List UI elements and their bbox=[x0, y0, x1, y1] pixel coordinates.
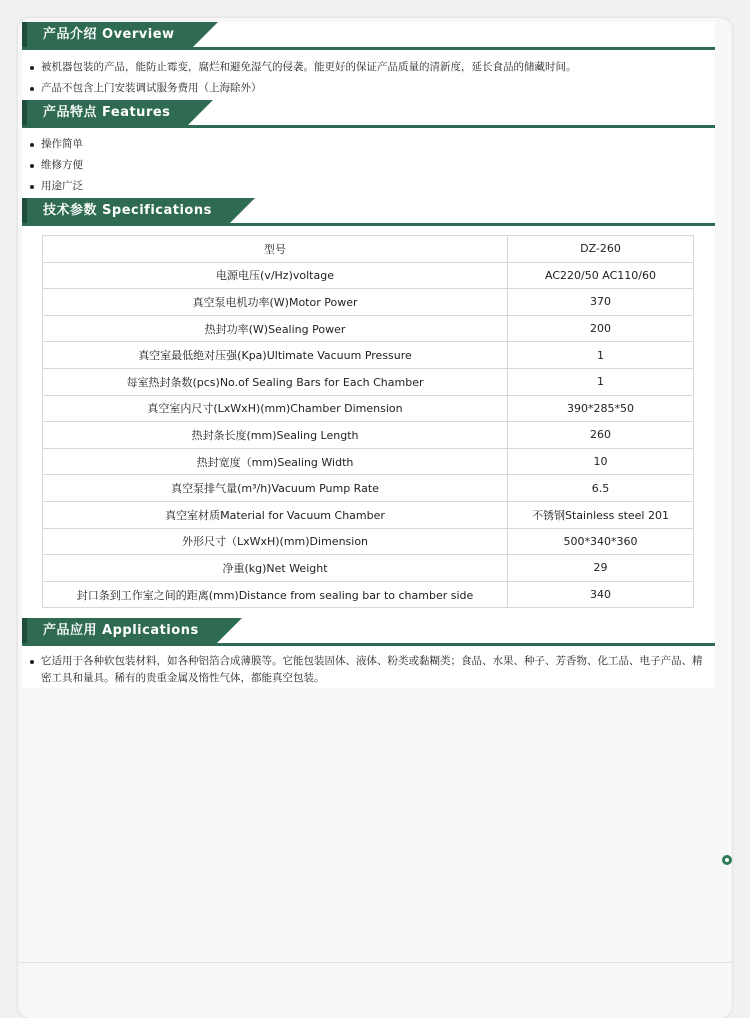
applications-section-header bbox=[22, 618, 715, 646]
feature-item: 用途广泛 bbox=[22, 176, 712, 197]
spec-value: AC220/50 AC110/60 bbox=[508, 262, 694, 289]
features-list bbox=[22, 134, 712, 197]
applications-title: 产品应用 Applications bbox=[43, 623, 199, 638]
tab-marker bbox=[22, 100, 27, 125]
table-row bbox=[43, 501, 694, 528]
overview-list bbox=[22, 57, 712, 99]
spec-value: 6.5 bbox=[508, 475, 694, 502]
spec-label: 热封宽度（mm)Sealing Width bbox=[43, 448, 508, 475]
spec-value: 200 bbox=[508, 315, 694, 342]
table-row bbox=[43, 555, 694, 582]
overview-section-header bbox=[22, 22, 715, 50]
spec-value: DZ-260 bbox=[508, 236, 694, 263]
table-row bbox=[43, 236, 694, 263]
specifications-section-header bbox=[22, 198, 715, 226]
overview-item: 产品不包含上门安装调试服务费用（上海除外） bbox=[22, 78, 712, 99]
table-row bbox=[43, 581, 694, 608]
spec-value: 1 bbox=[508, 342, 694, 369]
features-tab bbox=[22, 100, 188, 125]
table-row bbox=[43, 528, 694, 555]
spec-value: 390*285*50 bbox=[508, 395, 694, 422]
specifications-table bbox=[42, 235, 694, 608]
spec-label: 型号 bbox=[43, 236, 508, 263]
product-detail-card bbox=[18, 18, 732, 1018]
specifications-title: 技术参数 Specifications bbox=[43, 203, 212, 218]
tab-marker bbox=[22, 198, 27, 223]
table-row bbox=[43, 422, 694, 449]
spec-label: 真空室内尺寸(LxWxH)(mm)Chamber Dimension bbox=[43, 395, 508, 422]
table-row bbox=[43, 342, 694, 369]
spec-label: 热封功率(W)Sealing Power bbox=[43, 315, 508, 342]
tab-marker bbox=[22, 22, 27, 47]
application-item: 它适用于各种软包装材料，如各种铝箔合成薄膜等。它能包装固体、液体、粉类或黏糊类；食品、水果、种子、芳香物、化工品、电子产品、精密工具和量具。稀有的贵重金属及惰性气体，都能真空包装。 bbox=[22, 653, 712, 687]
product-detail-content bbox=[22, 22, 715, 688]
spec-label: 真空泵电机功率(W)Motor Power bbox=[43, 289, 508, 316]
features-section-header bbox=[22, 100, 715, 128]
feature-item: 操作简单 bbox=[22, 134, 712, 155]
feature-item: 维修方便 bbox=[22, 155, 712, 176]
spec-label: 真空室最低绝对压强(Kpa)Ultimate Vacuum Pressure bbox=[43, 342, 508, 369]
specifications-tab bbox=[22, 198, 230, 223]
spec-label: 真空室材质Material for Vacuum Chamber bbox=[43, 501, 508, 528]
spec-label: 电源电压(v/Hz)voltage bbox=[43, 262, 508, 289]
table-row bbox=[43, 475, 694, 502]
tab-marker bbox=[22, 618, 27, 643]
spec-label: 热封条长度(mm)Sealing Length bbox=[43, 422, 508, 449]
table-row bbox=[43, 395, 694, 422]
table-row bbox=[43, 368, 694, 395]
overview-tab bbox=[22, 22, 193, 47]
table-row bbox=[43, 262, 694, 289]
circle-dot-icon[interactable] bbox=[722, 855, 732, 865]
spec-label: 封口条到工作室之间的距离(mm)Distance from sealing bar to chamber side bbox=[43, 581, 508, 608]
table-row bbox=[43, 315, 694, 342]
spec-value: 500*340*360 bbox=[508, 528, 694, 555]
spec-value: 260 bbox=[508, 422, 694, 449]
spec-label: 净重(kg)Net Weight bbox=[43, 555, 508, 582]
features-title: 产品特点 Features bbox=[43, 105, 171, 120]
applications-list bbox=[22, 653, 712, 687]
spec-value: 370 bbox=[508, 289, 694, 316]
spec-value: 340 bbox=[508, 581, 694, 608]
spec-value: 10 bbox=[508, 448, 694, 475]
applications-tab bbox=[22, 618, 217, 643]
divider bbox=[18, 962, 732, 963]
overview-title: 产品介绍 Overview bbox=[43, 27, 175, 42]
overview-item: 被机器包装的产品，能防止霉变，腐烂和避免湿气的侵袭。能更好的保证产品质量的清新度，延长食品的储藏时间。 bbox=[22, 57, 712, 78]
spec-label: 每室热封条数(pcs)No.of Sealing Bars for Each Chamber bbox=[43, 368, 508, 395]
spec-label: 真空泵排气量(m³/h)Vacuum Pump Rate bbox=[43, 475, 508, 502]
spec-label: 外形尺寸（LxWxH)(mm)Dimension bbox=[43, 528, 508, 555]
spec-value: 不锈钢Stainless steel 201 bbox=[508, 501, 694, 528]
spec-value: 1 bbox=[508, 368, 694, 395]
table-row bbox=[43, 289, 694, 316]
spec-value: 29 bbox=[508, 555, 694, 582]
table-row bbox=[43, 448, 694, 475]
